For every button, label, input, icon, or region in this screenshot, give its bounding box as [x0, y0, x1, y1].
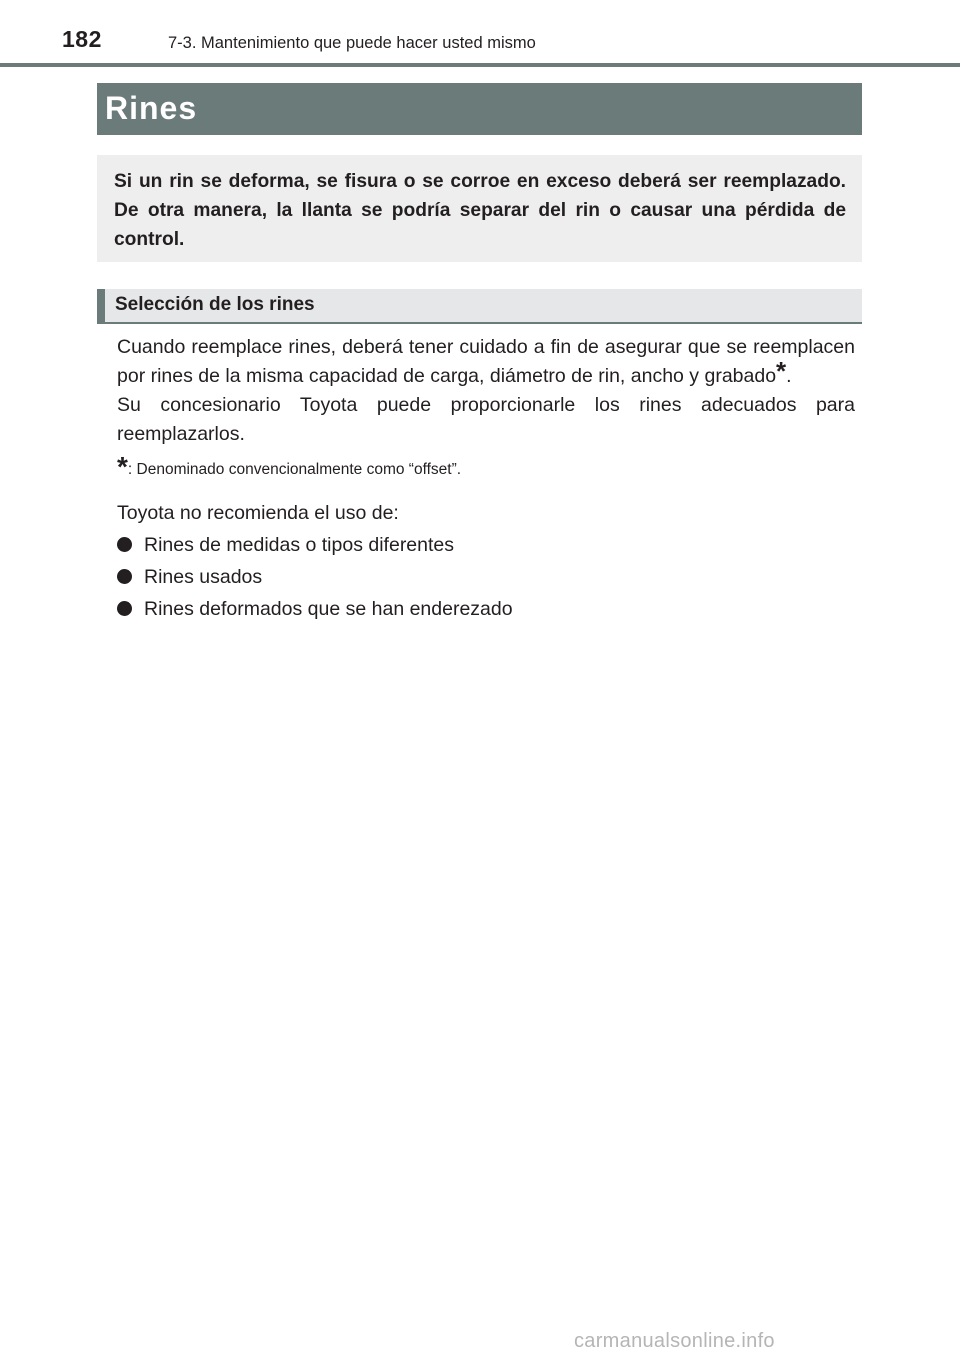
subsection-accent-bar	[97, 289, 105, 324]
subsection-title: Selección de los rines	[115, 294, 315, 315]
paragraph-1-end: .	[786, 365, 792, 387]
paragraph-2: Su concesionario Toyota puede proporcionarle los rines adecuados para reemplazarlos.	[117, 394, 855, 445]
list-item	[117, 561, 855, 593]
header-rule	[0, 63, 960, 67]
paragraph-1	[117, 333, 855, 391]
bullet-dot-icon	[117, 569, 132, 584]
page-title: Rines	[105, 90, 198, 126]
bullet-dot-icon	[117, 601, 132, 616]
section-path: 7-3. Mantenimiento que puede hacer usted mismo	[168, 34, 536, 52]
footnote-asterisk: *	[117, 451, 128, 482]
watermark: carmanualsonline.info	[574, 1330, 775, 1352]
list-item	[117, 529, 855, 561]
list-item-text: Rines deformados que se han enderezado	[144, 598, 513, 620]
list-item-text: Rines usados	[144, 566, 263, 588]
title-bar	[97, 83, 862, 135]
list-lead: Toyota no recomienda el uso de:	[117, 502, 399, 524]
paragraph-1-text: Cuando reemplace rines, deberá tener cuidado a fin de asegurar que se reemplacen por rines de la misma capacidad de carga, diámetro de rin, ancho y grabado	[117, 336, 855, 387]
body-content	[117, 333, 855, 625]
list-item-text: Rines de medidas o tipos diferentes	[144, 534, 455, 556]
bullet-dot-icon	[117, 537, 132, 552]
intro-text: Si un rin se deforma, se fisura o se corroe en exceso deberá ser reemplazado. De otra manera, la llanta se podría separar del rin o causar una pérdida de control.	[114, 171, 846, 250]
footnote	[117, 451, 855, 484]
page-header	[0, 0, 960, 66]
bullet-list	[117, 529, 855, 625]
footnote-text: : Denominado convencionalmente como “offset”.	[127, 461, 462, 478]
asterisk-mark: *	[776, 356, 787, 386]
subsection-header	[97, 289, 862, 324]
list-item	[117, 593, 855, 625]
page-number: 182	[62, 26, 102, 52]
intro-box	[97, 155, 862, 262]
